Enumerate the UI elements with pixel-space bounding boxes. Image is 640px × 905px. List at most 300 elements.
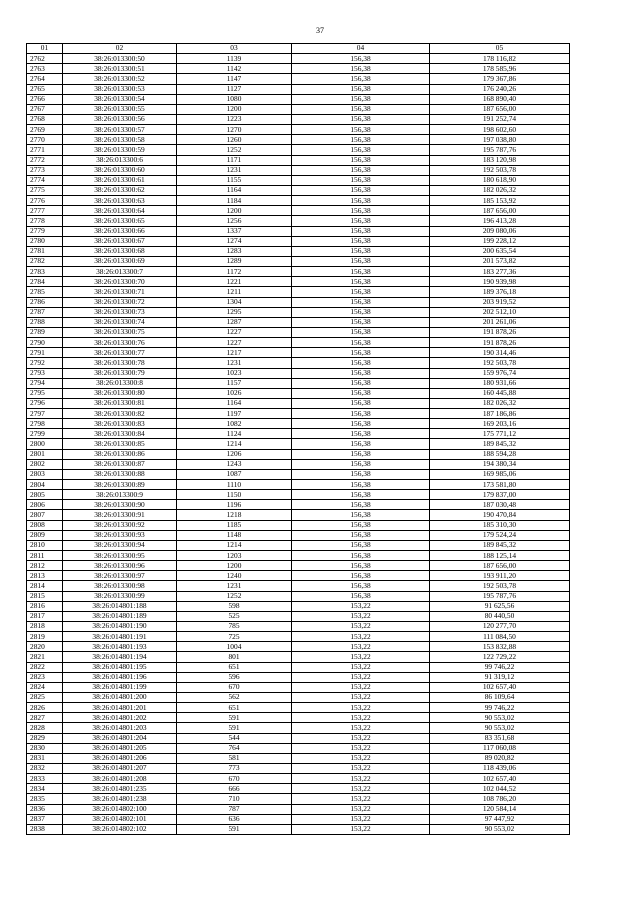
cadastral-number-cell: 38:26:013300:92: [63, 520, 177, 530]
table-row: [27, 510, 570, 520]
row-index-cell: 2811: [27, 551, 63, 561]
specific-value-cell: 156,38: [292, 530, 430, 540]
cadastral-value-cell: 89 020,82: [430, 753, 570, 763]
table-row: [27, 763, 570, 773]
specific-value-cell: 156,38: [292, 216, 430, 226]
cadastral-value-cell: 190 470,84: [430, 510, 570, 520]
cadastral-value-cell: 111 084,50: [430, 632, 570, 642]
cadastral-value-cell: 202 512,10: [430, 307, 570, 317]
table-row: [27, 733, 570, 743]
cadastral-number-cell: 38:26:014801:193: [63, 642, 177, 652]
row-index-cell: 2781: [27, 246, 63, 256]
area-cell: 801: [177, 652, 292, 662]
table-row: [27, 206, 570, 216]
area-cell: 1252: [177, 591, 292, 601]
area-cell: 1217: [177, 348, 292, 358]
cadastral-number-cell: 38:26:013300:78: [63, 358, 177, 368]
specific-value-cell: 156,38: [292, 571, 430, 581]
table-row: [27, 317, 570, 327]
specific-value-cell: 153,22: [292, 601, 430, 611]
cadastral-number-cell: 38:26:013300:80: [63, 388, 177, 398]
specific-value-cell: 156,38: [292, 94, 430, 104]
row-index-cell: 2762: [27, 54, 63, 64]
row-index-cell: 2819: [27, 632, 63, 642]
cadastral-value-cell: 178 116,82: [430, 54, 570, 64]
specific-value-cell: 153,22: [292, 632, 430, 642]
area-cell: 725: [177, 632, 292, 642]
row-index-cell: 2810: [27, 540, 63, 550]
area-cell: 1304: [177, 297, 292, 307]
cadastral-number-cell: 38:26:013300:51: [63, 64, 177, 74]
cadastral-value-cell: 200 635,54: [430, 246, 570, 256]
table-row: [27, 662, 570, 672]
table-row: [27, 277, 570, 287]
row-index-cell: 2800: [27, 439, 63, 449]
cadastral-number-cell: 38:26:014801:206: [63, 753, 177, 763]
row-index-cell: 2787: [27, 307, 63, 317]
area-cell: 1200: [177, 104, 292, 114]
table-row: [27, 652, 570, 662]
cadastral-number-cell: 38:26:013300:8: [63, 378, 177, 388]
table-row: [27, 591, 570, 601]
table-row: [27, 622, 570, 632]
table-row: [27, 378, 570, 388]
row-index-cell: 2785: [27, 287, 63, 297]
specific-value-cell: 153,22: [292, 713, 430, 723]
table-body: [27, 54, 570, 835]
cadastral-value-cell: 153 832,88: [430, 642, 570, 652]
specific-value-cell: 153,22: [292, 743, 430, 753]
cadastral-value-cell: 187 656,00: [430, 561, 570, 571]
table-row: [27, 398, 570, 408]
cadastral-value-cell: 199 228,12: [430, 236, 570, 246]
specific-value-cell: 153,22: [292, 774, 430, 784]
cadastral-value-cell: 196 413,28: [430, 216, 570, 226]
row-index-cell: 2825: [27, 693, 63, 703]
area-cell: 1214: [177, 439, 292, 449]
cadastral-value-cell: 203 919,52: [430, 297, 570, 307]
cadastral-value-cell: 187 656,00: [430, 104, 570, 114]
cadastral-value-cell: 180 931,66: [430, 378, 570, 388]
table-row: [27, 297, 570, 307]
area-cell: 670: [177, 682, 292, 692]
row-index-cell: 2812: [27, 561, 63, 571]
area-cell: 1004: [177, 642, 292, 652]
page-number: 37: [316, 26, 324, 35]
row-index-cell: 2805: [27, 490, 63, 500]
table-row: [27, 784, 570, 794]
row-index-cell: 2780: [27, 236, 63, 246]
row-index-cell: 2775: [27, 185, 63, 195]
row-index-cell: 2821: [27, 652, 63, 662]
specific-value-cell: 156,38: [292, 145, 430, 155]
cadastral-value-cell: 176 240,26: [430, 84, 570, 94]
specific-value-cell: 156,38: [292, 226, 430, 236]
row-index-cell: 2786: [27, 297, 63, 307]
row-index-cell: 2815: [27, 591, 63, 601]
area-cell: 1240: [177, 571, 292, 581]
cadastral-value-cell: 188 594,28: [430, 449, 570, 459]
specific-value-cell: 156,38: [292, 561, 430, 571]
specific-value-cell: 153,22: [292, 611, 430, 621]
cadastral-number-cell: 38:26:014801:205: [63, 743, 177, 753]
cadastral-value-cell: 195 787,76: [430, 591, 570, 601]
cadastral-number-cell: 38:26:013300:62: [63, 185, 177, 195]
area-cell: 1197: [177, 409, 292, 419]
cadastral-number-cell: 38:26:014801:200: [63, 693, 177, 703]
specific-value-cell: 153,22: [292, 784, 430, 794]
row-index-cell: 2784: [27, 277, 63, 287]
area-cell: 1196: [177, 500, 292, 510]
area-cell: 1223: [177, 114, 292, 124]
table-row: [27, 226, 570, 236]
cadastral-value-cell: 178 585,96: [430, 64, 570, 74]
specific-value-cell: 156,38: [292, 388, 430, 398]
cadastral-number-cell: 38:26:013300:98: [63, 581, 177, 591]
specific-value-cell: 156,38: [292, 165, 430, 175]
table-row: [27, 449, 570, 459]
specific-value-cell: 156,38: [292, 419, 430, 429]
cadastral-number-cell: 38:26:014801:196: [63, 672, 177, 682]
cadastral-number-cell: 38:26:013300:7: [63, 267, 177, 277]
area-cell: 1185: [177, 520, 292, 530]
area-cell: 1231: [177, 358, 292, 368]
specific-value-cell: 156,38: [292, 317, 430, 327]
area-cell: 1127: [177, 84, 292, 94]
specific-value-cell: 153,22: [292, 703, 430, 713]
area-cell: 773: [177, 763, 292, 773]
cadastral-value-cell: 91 625,56: [430, 601, 570, 611]
row-index-cell: 2801: [27, 449, 63, 459]
area-cell: 1270: [177, 125, 292, 135]
cadastral-value-cell: 180 618,90: [430, 175, 570, 185]
table-row: [27, 642, 570, 652]
area-cell: 544: [177, 733, 292, 743]
row-index-cell: 2838: [27, 824, 63, 834]
table-row: [27, 693, 570, 703]
column-header-index: 01: [27, 44, 63, 54]
row-index-cell: 2798: [27, 419, 63, 429]
cadastral-number-cell: 38:26:013300:75: [63, 327, 177, 337]
specific-value-cell: 156,38: [292, 348, 430, 358]
row-index-cell: 2823: [27, 672, 63, 682]
specific-value-cell: 153,22: [292, 763, 430, 773]
cadastral-value-cell: 187 030,48: [430, 500, 570, 510]
cadastral-number-cell: 38:26:013300:56: [63, 114, 177, 124]
area-cell: 670: [177, 774, 292, 784]
row-index-cell: 2809: [27, 530, 63, 540]
area-cell: 1200: [177, 206, 292, 216]
specific-value-cell: 156,38: [292, 551, 430, 561]
cadastral-value-cell: 183 277,36: [430, 267, 570, 277]
cadastral-number-cell: 38:26:014802:102: [63, 824, 177, 834]
cadastral-number-cell: 38:26:014801:207: [63, 763, 177, 773]
specific-value-cell: 153,22: [292, 733, 430, 743]
specific-value-cell: 156,38: [292, 469, 430, 479]
cadastral-value-cell: 189 845,32: [430, 540, 570, 550]
row-index-cell: 2828: [27, 723, 63, 733]
table-row: [27, 480, 570, 490]
cadastral-number-cell: 38:26:013300:54: [63, 94, 177, 104]
area-cell: 1171: [177, 155, 292, 165]
area-cell: 710: [177, 794, 292, 804]
row-index-cell: 2791: [27, 348, 63, 358]
area-cell: 1211: [177, 287, 292, 297]
row-index-cell: 2782: [27, 256, 63, 266]
cadastral-value-cell: 182 026,32: [430, 398, 570, 408]
area-cell: 651: [177, 662, 292, 672]
cadastral-value-cell: 160 445,88: [430, 388, 570, 398]
cadastral-value-cell: 194 380,34: [430, 459, 570, 469]
cadastral-number-cell: 38:26:013300:71: [63, 287, 177, 297]
specific-value-cell: 156,38: [292, 256, 430, 266]
area-cell: 1184: [177, 196, 292, 206]
cadastral-number-cell: 38:26:013300:70: [63, 277, 177, 287]
table-row: [27, 84, 570, 94]
cadastral-value-cell: 168 890,40: [430, 94, 570, 104]
cadastral-number-cell: 38:26:014801:190: [63, 622, 177, 632]
cadastral-number-cell: 38:26:013300:99: [63, 591, 177, 601]
specific-value-cell: 156,38: [292, 490, 430, 500]
cadastral-value-cell: 187 656,00: [430, 206, 570, 216]
table-row: [27, 794, 570, 804]
cadastral-number-cell: 38:26:013300:81: [63, 398, 177, 408]
row-index-cell: 2779: [27, 226, 63, 236]
cadastral-number-cell: 38:26:013300:82: [63, 409, 177, 419]
specific-value-cell: 156,38: [292, 307, 430, 317]
table-row: [27, 236, 570, 246]
cadastral-value-cell: 179 524,24: [430, 530, 570, 540]
specific-value-cell: 156,38: [292, 277, 430, 287]
cadastral-number-cell: 38:26:013300:89: [63, 480, 177, 490]
cadastral-value-cell: 183 120,98: [430, 155, 570, 165]
cadastral-value-cell: 187 186,86: [430, 409, 570, 419]
specific-value-cell: 153,22: [292, 804, 430, 814]
table-row: [27, 196, 570, 206]
specific-value-cell: 156,38: [292, 358, 430, 368]
table-row: [27, 409, 570, 419]
cadastral-number-cell: 38:26:013300:85: [63, 439, 177, 449]
cadastral-value-cell: 191 878,26: [430, 327, 570, 337]
cadastral-value-cell: 192 503,78: [430, 358, 570, 368]
cadastral-value-cell: 191 252,74: [430, 114, 570, 124]
cadastral-value-cell: 192 503,78: [430, 165, 570, 175]
cadastral-number-cell: 38:26:013300:61: [63, 175, 177, 185]
specific-value-cell: 156,38: [292, 459, 430, 469]
table-row: [27, 348, 570, 358]
cadastral-value-cell: 120 584,14: [430, 804, 570, 814]
table-row: [27, 358, 570, 368]
cadastral-value-cell: 102 044,52: [430, 784, 570, 794]
row-index-cell: 2794: [27, 378, 63, 388]
table-row: [27, 571, 570, 581]
cadastral-number-cell: 38:26:013300:87: [63, 459, 177, 469]
cadastral-value-cell: 190 314,46: [430, 348, 570, 358]
row-index-cell: 2813: [27, 571, 63, 581]
cadastral-number-cell: 38:26:013300:76: [63, 338, 177, 348]
area-cell: 1289: [177, 256, 292, 266]
row-index-cell: 2814: [27, 581, 63, 591]
table-row: [27, 469, 570, 479]
row-index-cell: 2772: [27, 155, 63, 165]
table-row: [27, 287, 570, 297]
specific-value-cell: 156,38: [292, 591, 430, 601]
cadastral-number-cell: 38:26:013300:88: [63, 469, 177, 479]
row-index-cell: 2777: [27, 206, 63, 216]
table-row: [27, 338, 570, 348]
cadastral-number-cell: 38:26:014801:208: [63, 774, 177, 784]
specific-value-cell: 153,22: [292, 622, 430, 632]
table-row: [27, 713, 570, 723]
area-cell: 1110: [177, 480, 292, 490]
header-row: [27, 44, 570, 54]
table-row: [27, 155, 570, 165]
row-index-cell: 2820: [27, 642, 63, 652]
cadastral-value-cell: 195 787,76: [430, 145, 570, 155]
column-header-cadastral-number: 02: [63, 44, 177, 54]
specific-value-cell: 153,22: [292, 652, 430, 662]
cadastral-value-cell: 190 939,98: [430, 277, 570, 287]
table-row: [27, 74, 570, 84]
row-index-cell: 2835: [27, 794, 63, 804]
area-cell: 1142: [177, 64, 292, 74]
row-index-cell: 2816: [27, 601, 63, 611]
specific-value-cell: 156,38: [292, 114, 430, 124]
table-row: [27, 530, 570, 540]
cadastral-value-cell: 169 985,06: [430, 469, 570, 479]
cadastral-number-cell: 38:26:013300:94: [63, 540, 177, 550]
cadastral-number-cell: 38:26:013300:79: [63, 368, 177, 378]
cadastral-number-cell: 38:26:013300:60: [63, 165, 177, 175]
specific-value-cell: 156,38: [292, 439, 430, 449]
specific-value-cell: 156,38: [292, 64, 430, 74]
area-cell: 1155: [177, 175, 292, 185]
cadastral-number-cell: 38:26:014801:191: [63, 632, 177, 642]
row-index-cell: 2804: [27, 480, 63, 490]
area-cell: 1026: [177, 388, 292, 398]
table-row: [27, 703, 570, 713]
cadastral-number-cell: 38:26:013300:59: [63, 145, 177, 155]
cadastral-value-cell: 209 080,06: [430, 226, 570, 236]
row-index-cell: 2817: [27, 611, 63, 621]
row-index-cell: 2833: [27, 774, 63, 784]
row-index-cell: 2770: [27, 135, 63, 145]
row-index-cell: 2771: [27, 145, 63, 155]
table-row: [27, 632, 570, 642]
cadastral-number-cell: 38:26:013300:58: [63, 135, 177, 145]
area-cell: 591: [177, 824, 292, 834]
area-cell: 562: [177, 693, 292, 703]
table-row: [27, 256, 570, 266]
table-row: [27, 246, 570, 256]
cadastral-number-cell: 38:26:013300:91: [63, 510, 177, 520]
cadastral-number-cell: 38:26:014801:188: [63, 601, 177, 611]
area-cell: 1214: [177, 540, 292, 550]
area-cell: 1287: [177, 317, 292, 327]
area-cell: 1274: [177, 236, 292, 246]
cadastral-value-cell: 90 553,02: [430, 824, 570, 834]
cadastral-value-cell: 173 581,80: [430, 480, 570, 490]
cadastral-number-cell: 38:26:014801:202: [63, 713, 177, 723]
cadastral-number-cell: 38:26:013300:6: [63, 155, 177, 165]
cadastral-value-cell: 91 319,12: [430, 672, 570, 682]
cadastral-number-cell: 38:26:014801:199: [63, 682, 177, 692]
row-index-cell: 2824: [27, 682, 63, 692]
table-row: [27, 520, 570, 530]
area-cell: 1124: [177, 429, 292, 439]
row-index-cell: 2832: [27, 763, 63, 773]
table-row: [27, 824, 570, 834]
area-cell: 1227: [177, 338, 292, 348]
cadastral-value-cell: 189 845,32: [430, 439, 570, 449]
specific-value-cell: 153,22: [292, 723, 430, 733]
specific-value-cell: 153,22: [292, 794, 430, 804]
cadastral-number-cell: 38:26:013300:83: [63, 419, 177, 429]
row-index-cell: 2802: [27, 459, 63, 469]
cadastral-value-cell: 102 657,40: [430, 774, 570, 784]
area-cell: 666: [177, 784, 292, 794]
column-header-area: 03: [177, 44, 292, 54]
cadastral-value-cell: 179 837,00: [430, 490, 570, 500]
specific-value-cell: 153,22: [292, 642, 430, 652]
cadastral-value-cell: 90 553,02: [430, 713, 570, 723]
cadastral-number-cell: 38:26:013300:66: [63, 226, 177, 236]
cadastral-number-cell: 38:26:013300:63: [63, 196, 177, 206]
cadastral-number-cell: 38:26:014801:194: [63, 652, 177, 662]
specific-value-cell: 156,38: [292, 54, 430, 64]
specific-value-cell: 156,38: [292, 378, 430, 388]
table-row: [27, 125, 570, 135]
table-row: [27, 439, 570, 449]
area-cell: 1164: [177, 185, 292, 195]
cadastral-value-cell: 118 439,06: [430, 763, 570, 773]
row-index-cell: 2808: [27, 520, 63, 530]
cadastral-value-cell: 99 746,22: [430, 703, 570, 713]
table-row: [27, 804, 570, 814]
area-cell: 1172: [177, 267, 292, 277]
table-row: [27, 753, 570, 763]
row-index-cell: 2767: [27, 104, 63, 114]
table-row: [27, 540, 570, 550]
area-cell: 1023: [177, 368, 292, 378]
row-index-cell: 2789: [27, 327, 63, 337]
land-plot-table: [26, 43, 570, 835]
cadastral-value-cell: 191 878,26: [430, 338, 570, 348]
row-index-cell: 2764: [27, 74, 63, 84]
area-cell: 525: [177, 611, 292, 621]
cadastral-number-cell: 38:26:014802:100: [63, 804, 177, 814]
area-cell: 1227: [177, 327, 292, 337]
cadastral-number-cell: 38:26:013300:57: [63, 125, 177, 135]
area-cell: 591: [177, 723, 292, 733]
table-row: [27, 611, 570, 621]
area-cell: 1087: [177, 469, 292, 479]
specific-value-cell: 156,38: [292, 84, 430, 94]
cadastral-number-cell: 38:26:014801:203: [63, 723, 177, 733]
cadastral-value-cell: 80 440,50: [430, 611, 570, 621]
cadastral-value-cell: 179 367,86: [430, 74, 570, 84]
area-cell: 1148: [177, 530, 292, 540]
row-index-cell: 2773: [27, 165, 63, 175]
row-index-cell: 2776: [27, 196, 63, 206]
table-row: [27, 672, 570, 682]
specific-value-cell: 156,38: [292, 398, 430, 408]
area-cell: 1283: [177, 246, 292, 256]
cadastral-value-cell: 188 125,14: [430, 551, 570, 561]
table-row: [27, 216, 570, 226]
cadastral-number-cell: 38:26:014801:195: [63, 662, 177, 672]
cadastral-value-cell: 169 203,16: [430, 419, 570, 429]
